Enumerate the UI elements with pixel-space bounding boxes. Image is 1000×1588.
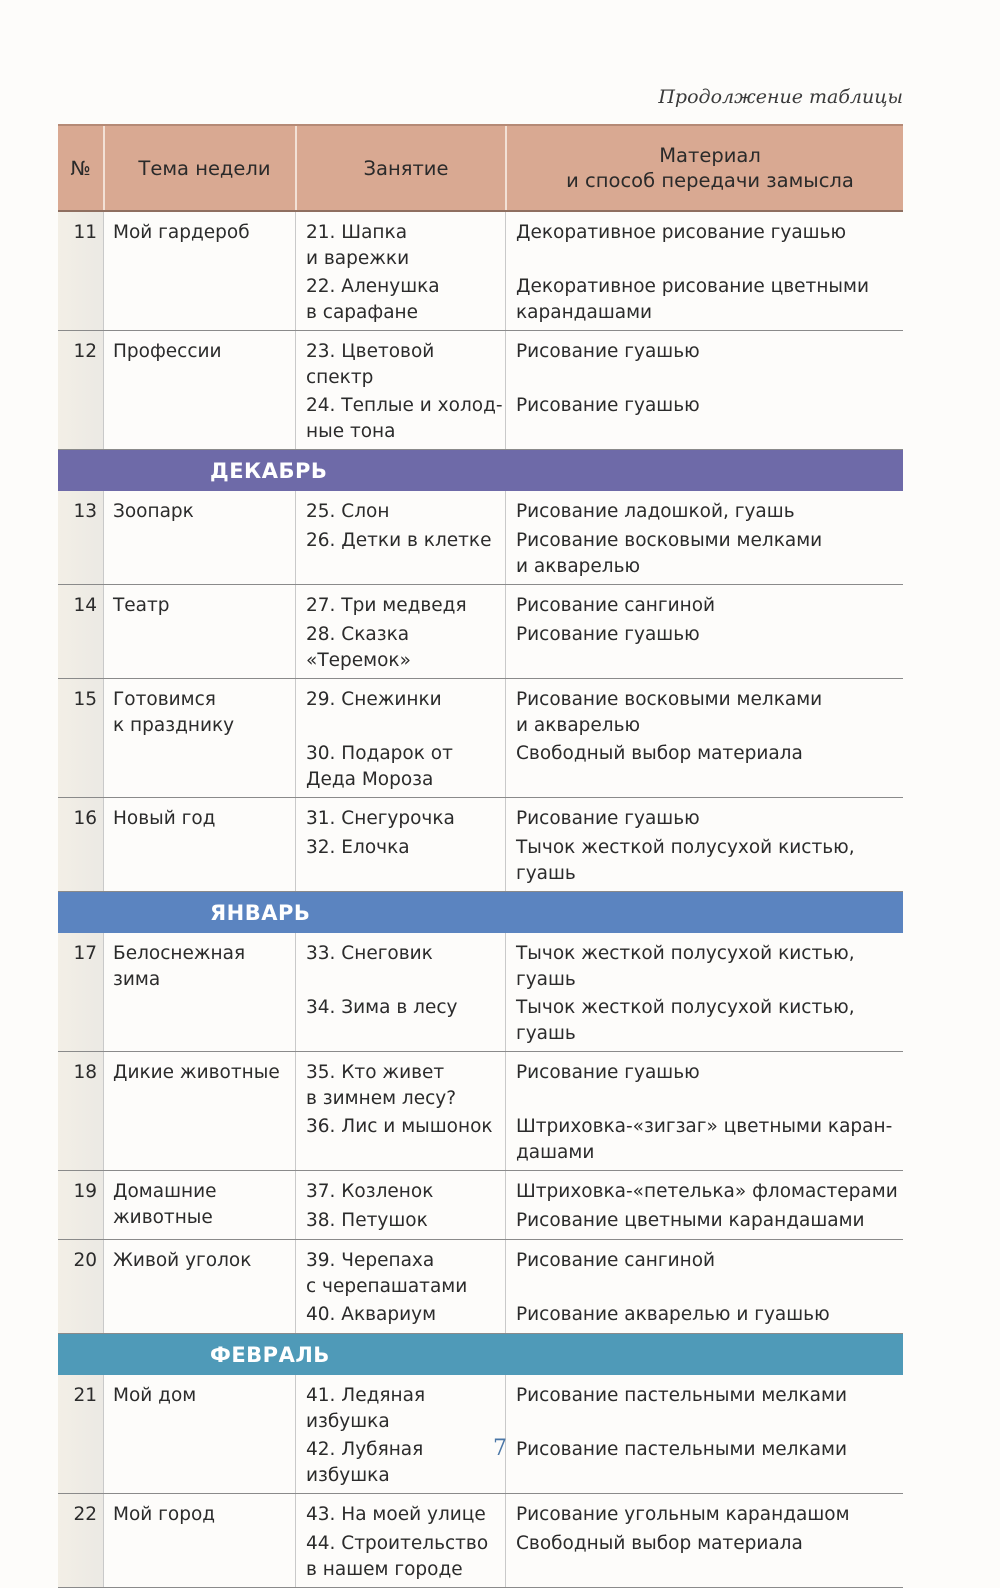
material-cell [505, 798, 903, 891]
week-topic: Мой дом [103, 1375, 295, 1493]
lesson-cell [295, 1240, 505, 1333]
material-item: Свободный выбор материала [516, 1533, 803, 1554]
material-item: Штриховка-«петелька» фломастерами [516, 1181, 898, 1202]
row-number: 20 [58, 1240, 103, 1333]
table-row [58, 491, 903, 585]
week-topic: Готовимся к празднику [103, 679, 295, 797]
page-number: 7 [493, 1436, 507, 1461]
lesson-cell [295, 331, 505, 449]
lesson-item: 36. Лис и мышонок [306, 1116, 493, 1137]
material-cell [505, 1494, 903, 1587]
table-row [58, 1494, 903, 1588]
lesson-item: 21. Шапка и варежки [306, 222, 410, 269]
material-item: Тычок жесткой полусухой кистью, гуашь [516, 837, 855, 884]
material-item: Рисование акварелью и гуашью [516, 1304, 830, 1325]
row-number: 14 [58, 585, 103, 678]
lesson-item: 29. Снежинки [306, 689, 442, 710]
material-item: Рисование пастельными мелками [516, 1439, 847, 1460]
table-row [58, 331, 903, 450]
lesson-item: 35. Кто живет в зимнем лесу? [306, 1062, 457, 1109]
lesson-item: 27. Три медведя [306, 595, 467, 616]
material-cell [505, 1052, 903, 1170]
material-item: Рисование пастельными мелками [516, 1385, 847, 1406]
row-number: 13 [58, 491, 103, 584]
lesson-item: 32. Елочка [306, 837, 410, 858]
lesson-cell [295, 798, 505, 891]
material-cell [505, 331, 903, 449]
material-item: Декоративное рисование цветными карандашами [516, 276, 869, 323]
lesson-item: 24. Теплые и холод- ные тона [306, 395, 503, 442]
header-number: № [70, 156, 91, 180]
lesson-item: 41. Ледяная избушка [306, 1385, 426, 1432]
lesson-item: 42. Лубяная избушка [306, 1439, 424, 1486]
month-banner: ДЕКАБРЬ [58, 450, 903, 491]
material-item: Рисование ладошкой, гуашь [516, 501, 795, 522]
material-cell [505, 212, 903, 330]
lesson-cell [295, 1494, 505, 1587]
lesson-cell [295, 1375, 505, 1493]
row-number: 17 [58, 933, 103, 1051]
material-item: Рисование гуашью [516, 341, 700, 362]
week-topic: Дикие животные [103, 1052, 295, 1170]
week-topic: Мой город [103, 1494, 295, 1587]
material-item: Рисование сангиной [516, 595, 716, 616]
lesson-cell [295, 1052, 505, 1170]
lesson-cell [295, 585, 505, 678]
curriculum-table [58, 124, 903, 1588]
week-topic: Белоснежная зима [103, 933, 295, 1051]
row-number: 19 [58, 1171, 103, 1239]
row-number: 22 [58, 1494, 103, 1587]
material-item: Рисование восковыми мелками и акварелью [516, 689, 823, 736]
lesson-item: 25. Слон [306, 501, 390, 522]
lesson-cell [295, 1171, 505, 1239]
material-cell [505, 1171, 903, 1239]
lesson-item: 28. Сказка «Теремок» [306, 624, 411, 671]
header-material: Материал и способ передачи замысла [505, 126, 903, 210]
table-row [58, 933, 903, 1052]
material-item: Рисование гуашью [516, 808, 700, 829]
lesson-item: 44. Строительство в нашем городе [306, 1533, 489, 1580]
row-number: 16 [58, 798, 103, 891]
lesson-cell [295, 491, 505, 584]
material-cell [505, 1375, 903, 1493]
row-number: 18 [58, 1052, 103, 1170]
week-topic: Домашние животные [103, 1171, 295, 1239]
table-row [58, 212, 903, 331]
header-lesson: Занятие [295, 126, 505, 210]
material-item: Декоративное рисование гуашью [516, 222, 847, 243]
lesson-item: 22. Аленушка в сарафане [306, 276, 440, 323]
material-item: Рисование угольным карандашом [516, 1504, 850, 1525]
table-row [58, 798, 903, 892]
material-item: Рисование сангиной [516, 1250, 716, 1271]
week-topic: Зоопарк [103, 491, 295, 584]
material-cell [505, 679, 903, 797]
material-item: Рисование гуашью [516, 624, 700, 645]
material-item: Рисование гуашью [516, 395, 700, 416]
table-row [58, 1171, 903, 1240]
material-cell [505, 1240, 903, 1333]
table-body [58, 212, 903, 1588]
table-row [58, 1240, 903, 1334]
lesson-item: 38. Петушок [306, 1210, 428, 1231]
row-number: 11 [58, 212, 103, 330]
material-cell [505, 585, 903, 678]
lesson-item: 26. Детки в клетке [306, 530, 492, 551]
material-item: Рисование восковыми мелками и акварелью [516, 530, 823, 577]
lesson-item: 40. Аквариум [306, 1304, 437, 1325]
lesson-item: 31. Снегурочка [306, 808, 455, 829]
header-topic: Тема недели [103, 126, 295, 210]
table-row [58, 679, 903, 798]
row-number: 21 [58, 1375, 103, 1493]
month-banner: ФЕВРАЛЬ [58, 1334, 903, 1375]
lesson-cell [295, 933, 505, 1051]
lesson-cell [295, 212, 505, 330]
lesson-cell [295, 679, 505, 797]
material-item: Тычок жесткой полусухой кистью, гуашь [516, 997, 855, 1044]
material-item: Рисование цветными карандашами [516, 1210, 865, 1231]
material-item: Тычок жесткой полусухой кистью, гуашь [516, 943, 855, 990]
lesson-item: 43. На моей улице [306, 1504, 486, 1525]
week-topic: Мой гардероб [103, 212, 295, 330]
lesson-item: 34. Зима в лесу [306, 997, 458, 1018]
lesson-item: 30. Подарок от Деда Мороза [306, 743, 453, 790]
material-cell [505, 933, 903, 1051]
table-continuation-caption: Продолжение таблицы [658, 86, 903, 108]
material-item: Свободный выбор материала [516, 743, 803, 764]
month-banner: ЯНВАРЬ [58, 892, 903, 933]
lesson-item: 23. Цветовой спектр [306, 341, 435, 388]
material-item: Штриховка-«зигзаг» цветными каран- дашами [516, 1116, 893, 1163]
lesson-item: 39. Черепаха с черепашатами [306, 1250, 468, 1297]
week-topic: Новый год [103, 798, 295, 891]
row-number: 15 [58, 679, 103, 797]
lesson-item: 37. Козленок [306, 1181, 434, 1202]
row-number: 12 [58, 331, 103, 449]
week-topic: Профессии [103, 331, 295, 449]
table-row [58, 585, 903, 679]
material-item: Рисование гуашью [516, 1062, 700, 1083]
table-header [58, 124, 903, 212]
table-row [58, 1052, 903, 1171]
material-cell [505, 491, 903, 584]
lesson-item: 33. Снеговик [306, 943, 433, 964]
table-row [58, 1375, 903, 1494]
week-topic: Живой уголок [103, 1240, 295, 1333]
week-topic: Театр [103, 585, 295, 678]
